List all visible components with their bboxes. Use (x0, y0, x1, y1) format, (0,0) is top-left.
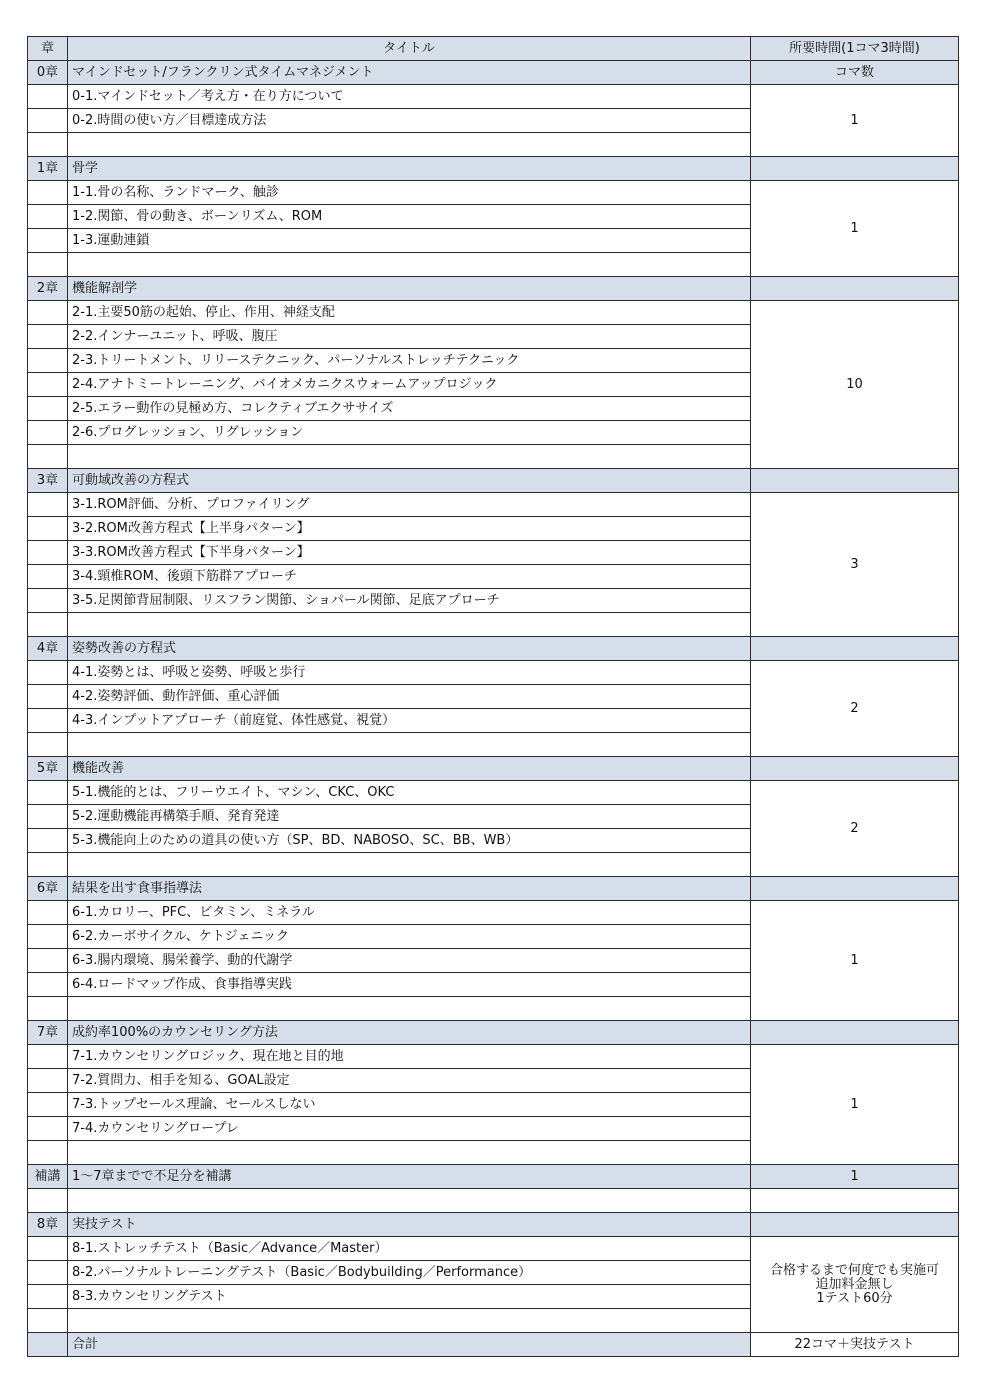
chapter-title: 骨学 (68, 157, 751, 181)
chapter-number: 4章 (28, 637, 68, 661)
chapter-count: 1 (751, 85, 959, 157)
item-title: 6-2.カーボサイクル、ケトジェニック (68, 925, 751, 949)
item-title: 7-4.カウンセリングロープレ (68, 1117, 751, 1141)
total-value: 22コマ＋実技テスト (751, 1333, 959, 1357)
item-title: 5-1.機能的とは、フリーウエイト、マシン、CKC、OKC (68, 781, 751, 805)
item-row (28, 901, 959, 925)
chapter-row (28, 1213, 959, 1237)
item-title: 2-3.トリートメント、リリーステクニック、パーソナルストレッチテクニック (68, 349, 751, 373)
practical-note (751, 1237, 959, 1333)
total-label: 合計 (68, 1333, 751, 1357)
chapter-row (28, 61, 959, 85)
chapter-title: 実技テスト (68, 1213, 751, 1237)
header-chapter: 章 (28, 37, 68, 61)
chapter-number: 0章 (28, 61, 68, 85)
chapter-title: 結果を出す食事指導法 (68, 877, 751, 901)
note-line: 追加料金無し (815, 1276, 894, 1292)
chapter-title: 可動域改善の方程式 (68, 469, 751, 493)
item-title: 3-4.頸椎ROM、後頭下筋群アプローチ (68, 565, 751, 589)
chapter-number: 1章 (28, 157, 68, 181)
item-title: 3-1.ROM評価、分析、プロファイリング (68, 493, 751, 517)
item-title: 5-3.機能向上のための道具の使い方（SP、BD、NABOSO、SC、BB、WB） (68, 829, 751, 853)
item-row (28, 661, 959, 685)
item-title: 2-2.インナーユニット、呼吸、腹圧 (68, 325, 751, 349)
chapter-count: 1 (751, 901, 959, 1021)
chapter-row (28, 1021, 959, 1045)
item-title: 4-2.姿勢評価、動作評価、重心評価 (68, 685, 751, 709)
spacer-row (28, 1189, 959, 1213)
chapter-title: 成約率100%のカウンセリング方法 (68, 1021, 751, 1045)
item-title: 8-1.ストレッチテスト（Basic／Advance／Master） (68, 1237, 751, 1261)
item-title: 2-1.主要50筋の起始、停止、作用、神経支配 (68, 301, 751, 325)
chapter-row (28, 637, 959, 661)
chapter-count: 2 (751, 661, 959, 757)
item-title: 8-2.パーソナルトレーニングテスト（Basic／Bodybuilding／Performance） (68, 1261, 751, 1285)
item-row (28, 181, 959, 205)
chapter-count: 3 (751, 493, 959, 637)
chapter-row (28, 469, 959, 493)
item-title: 1-1.骨の名称、ランドマーク、触診 (68, 181, 751, 205)
chapter-count: 1 (751, 1165, 959, 1189)
chapter-number: 8章 (28, 1213, 68, 1237)
chapter-title: 姿勢改善の方程式 (68, 637, 751, 661)
chapter-row (28, 877, 959, 901)
item-title: 3-2.ROM改善方程式【上半身パターン】 (68, 517, 751, 541)
unit-label: コマ数 (751, 61, 959, 85)
chapter-count: 10 (751, 301, 959, 469)
total-row (28, 1333, 959, 1357)
item-title: 7-1.カウンセリングロジック、現在地と目的地 (68, 1045, 751, 1069)
chapter-row (28, 757, 959, 781)
item-title: 8-3.カウンセリングテスト (68, 1285, 751, 1309)
item-title: 6-3.腸内環境、腸栄養学、動的代謝学 (68, 949, 751, 973)
item-title: 7-2.質問力、相手を知る、GOAL設定 (68, 1069, 751, 1093)
item-title: 7-3.トップセールス理論、セールスしない (68, 1093, 751, 1117)
item-title: 5-2.運動機能再構築手順、発育発達 (68, 805, 751, 829)
item-row (28, 1237, 959, 1261)
chapter-row (28, 277, 959, 301)
item-title: 0-1.マインドセット／考え方・在り方について (68, 85, 751, 109)
header-time: 所要時間(1コマ3時間) (751, 37, 959, 61)
item-row (28, 1045, 959, 1069)
item-row (28, 85, 959, 109)
item-title: 0-2.時間の使い方／目標達成方法 (68, 109, 751, 133)
item-title: 4-3.インプットアプローチ（前庭覚、体性感覚、視覚） (68, 709, 751, 733)
chapter-title: 機能解剖学 (68, 277, 751, 301)
chapter-row (28, 157, 959, 181)
item-title: 1-3.運動連鎖 (68, 229, 751, 253)
item-title: 4-1.姿勢とは、呼吸と姿勢、呼吸と歩行 (68, 661, 751, 685)
header-row (28, 37, 959, 61)
chapter-count: 1 (751, 1045, 959, 1165)
chapter-number: 6章 (28, 877, 68, 901)
item-row (28, 781, 959, 805)
chapter-title: 1〜7章までで不足分を補講 (68, 1165, 751, 1189)
curriculum-table (27, 36, 959, 1357)
chapter-number: 3章 (28, 469, 68, 493)
chapter-number: 補講 (28, 1165, 68, 1189)
item-title: 2-5.エラー動作の見極め方、コレクティブエクササイズ (68, 397, 751, 421)
chapter-count: 1 (751, 181, 959, 277)
chapter-number: 7章 (28, 1021, 68, 1045)
item-row (28, 493, 959, 517)
item-title: 6-1.カロリー、PFC、ビタミン、ミネラル (68, 901, 751, 925)
chapter-title: 機能改善 (68, 757, 751, 781)
chapter-count: 2 (751, 781, 959, 877)
item-title: 3-5.足関節背屈制限、リスフラン関節、ショパール関節、足底アプローチ (68, 589, 751, 613)
item-row (28, 301, 959, 325)
chapter-title: マインドセット/フランクリン式タイムマネジメント (68, 61, 751, 85)
note-line: 1テスト60分 (816, 1290, 893, 1306)
item-title: 2-6.プログレッション、リグレッション (68, 421, 751, 445)
item-title: 3-3.ROM改善方程式【下半身パターン】 (68, 541, 751, 565)
item-title: 6-4.ロードマップ作成、食事指導実践 (68, 973, 751, 997)
supplement-row (28, 1165, 959, 1189)
item-title: 2-4.アナトミートレーニング、バイオメカニクスウォームアップロジック (68, 373, 751, 397)
chapter-number: 5章 (28, 757, 68, 781)
header-title: タイトル (68, 37, 751, 61)
chapter-number: 2章 (28, 277, 68, 301)
item-title: 1-2.関節、骨の動き、ボーンリズム、ROM (68, 205, 751, 229)
note-line: 合格するまで何度でも実施可 (769, 1262, 939, 1278)
